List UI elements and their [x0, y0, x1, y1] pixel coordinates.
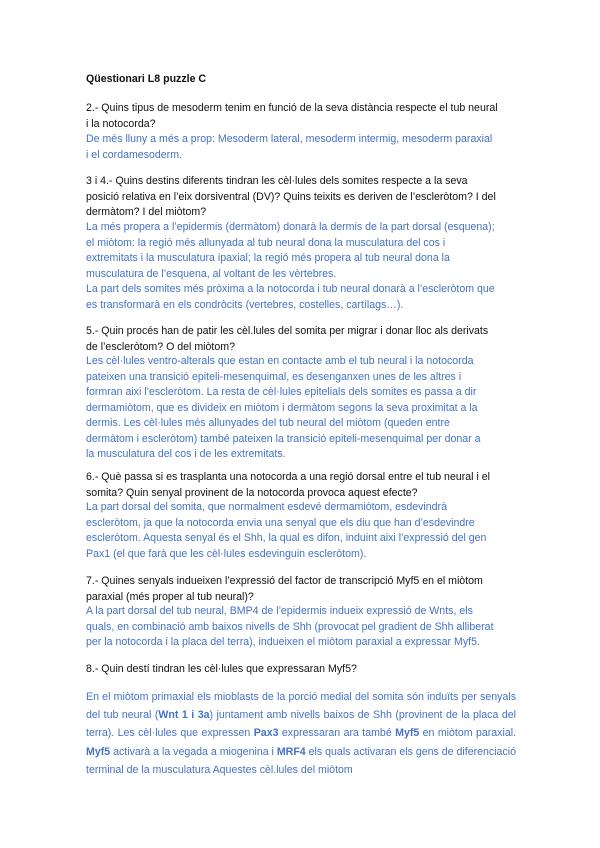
text-line: dermàtom? I del miòtom? [86, 206, 207, 218]
text-line: La part dorsal del somita, que normalment esdevé dermamiòtom, esdevindrà [86, 501, 447, 513]
question-2 [86, 101, 526, 132]
text-line: A la part dorsal del tub neural, BMP4 de l’epidermis indueix expressió de Wnts, els [86, 605, 473, 617]
text-line: 8.- Quin destí tindran les cèl·lules que expressaran Myf5? [86, 663, 357, 675]
answer-bold-term: Pax3 [253, 727, 279, 740]
answer-6 [86, 500, 526, 562]
answer-bold-term: Wnt 1 i 3a [158, 709, 210, 722]
text-line: 5.- Quin procés han de patir les cèl.lules del somita per migrar i donar lloc als derivats [86, 325, 489, 337]
text-line: 2.- Quins tipus de mesoderm tenim en funció de la seva distància respecte el tub neural [86, 102, 498, 114]
text-line: De més lluny a més a prop: Mesoderm lateral, mesoderm intermig, mesoderm paraxial [86, 133, 493, 145]
answer-text: els quals activaran els gens de diferenciació terminal de la musculatura Aquestes cèl.lules del miòtom [86, 745, 516, 776]
text-line: La més propera a l’epidermis (dermàtom) donarà la dermis de la part dorsal (esquena); [86, 221, 495, 233]
text-line: dermis. Les cèl·lules més allunyades del tub neural del miòtom (queden entre [86, 417, 450, 429]
text-line: paraxial (més proper al tub neural)? [86, 590, 254, 603]
answer-5 [86, 354, 526, 463]
question-8 [86, 662, 526, 678]
answer-text: activarà a la vegada a miogenina i [110, 745, 277, 758]
answer-2 [86, 132, 526, 163]
text-line: Pax1 (el que farà que les cèl·lules esdevinguin escleròtom). [86, 547, 367, 560]
document-title: Qüestionari L8 puzzle C [86, 73, 207, 85]
text-line: la musculatura del cos i de les extremitats. [86, 448, 286, 460]
text-line: dermamiòtom, que es divideix en miòtom i dermàtom segons la seva proximitat a la [86, 401, 478, 414]
text-line: formran aixi l’escleròtom. La resta de cèl·lules epitelials dels somites es passa a dir [86, 386, 477, 398]
answer-7 [86, 604, 526, 651]
text-line: musculatura de l’esquena, al voltant de les vèrtebres. [86, 267, 337, 280]
answer-3-4 [86, 220, 526, 313]
text-line: escleròtom, ja que la notocorda envia una senyal que els diu que han d’esdevindre [86, 516, 475, 529]
question-7 [86, 574, 526, 605]
text-line: La part dels somites més pròxima a la notocorda i tub neural donarà a l’escleròtom que [86, 283, 495, 295]
text-line: somita? Quin senyal provinent de la notocorda provoca aquest efecte? [86, 486, 418, 499]
text-line: 3 i 4.- Quins destins diferents tindran les cèl·lules dels somites respecte a la seva [86, 175, 468, 187]
answer-bold-term: Myf5 [395, 727, 420, 740]
text-line: escleròtom. Aquesta senyal és el Shh, la qual es difon, induint aixi l’expressió del gen [86, 532, 487, 544]
text-line: 6.- Què passa si es trasplanta una notocorda a una regió dorsal entre el tub neural i el [86, 471, 490, 483]
text-line: 7.- Quines senyals indueixen l’expressió del factor de transcripció Myf5 en el miòtom [86, 575, 483, 587]
text-line: posició relativa en l’eix dorsiventral (DV)? Quins teixits es deriven de l’escleròtom? I del [86, 190, 496, 203]
text-line: dermàtom i escleròtom) també pateixen la transició epiteli-mesenquimal per donar a [86, 432, 481, 445]
question-6 [86, 470, 526, 501]
text-line: per la notocorda i la placa del terra), indueixen el miòtom paraxial a expressar Myf5. [86, 636, 480, 648]
text-line: el miòtom: la regió més allunyada al tub neural dona la musculatura del cos i [86, 236, 446, 249]
answer-text: En el miòtom primaxial els mioblasts de la porció medial del somita són induïts per senyals del tub neural ( [86, 691, 516, 722]
text-line: i el cordamesoderm. [86, 148, 182, 161]
text-line: i la notocorda? [86, 117, 156, 130]
question-3-4 [86, 174, 526, 221]
text-line: es transformarà en els condròcits (vertebres, costelles, cartílags…). [86, 298, 404, 311]
text-line: pateixen una transició epiteli-mesenquimal, es desenganxen unes de les altres i [86, 370, 462, 383]
text-line: de l’escleròtom? O del miòtom? [86, 340, 235, 353]
answer-8 [86, 688, 516, 779]
text-line: extremitats i la musculatura ipaxial; la regió més propera al tub neural dona la [86, 252, 450, 264]
answer-bold-term: MRF4 [276, 745, 306, 758]
question-5 [86, 324, 526, 355]
text-line: quals, en combinació amb baixos nivells de Shh (provocat pel gradient de Shh alliberat [86, 620, 494, 633]
text-line: Les cèl·lules ventro-alterals que estan en contacte amb el tub neural i la notocorda [86, 355, 474, 367]
answer-text: expressaran ara també [278, 727, 396, 740]
answer-text: en miòtom paraxial. [419, 727, 517, 740]
answer-bold-term: Myf5 [86, 745, 111, 758]
answer-text: ) juntament amb nivells baixos de Shh (provinent de la placa del terra). Les cèl·lules que expressen [86, 709, 516, 740]
